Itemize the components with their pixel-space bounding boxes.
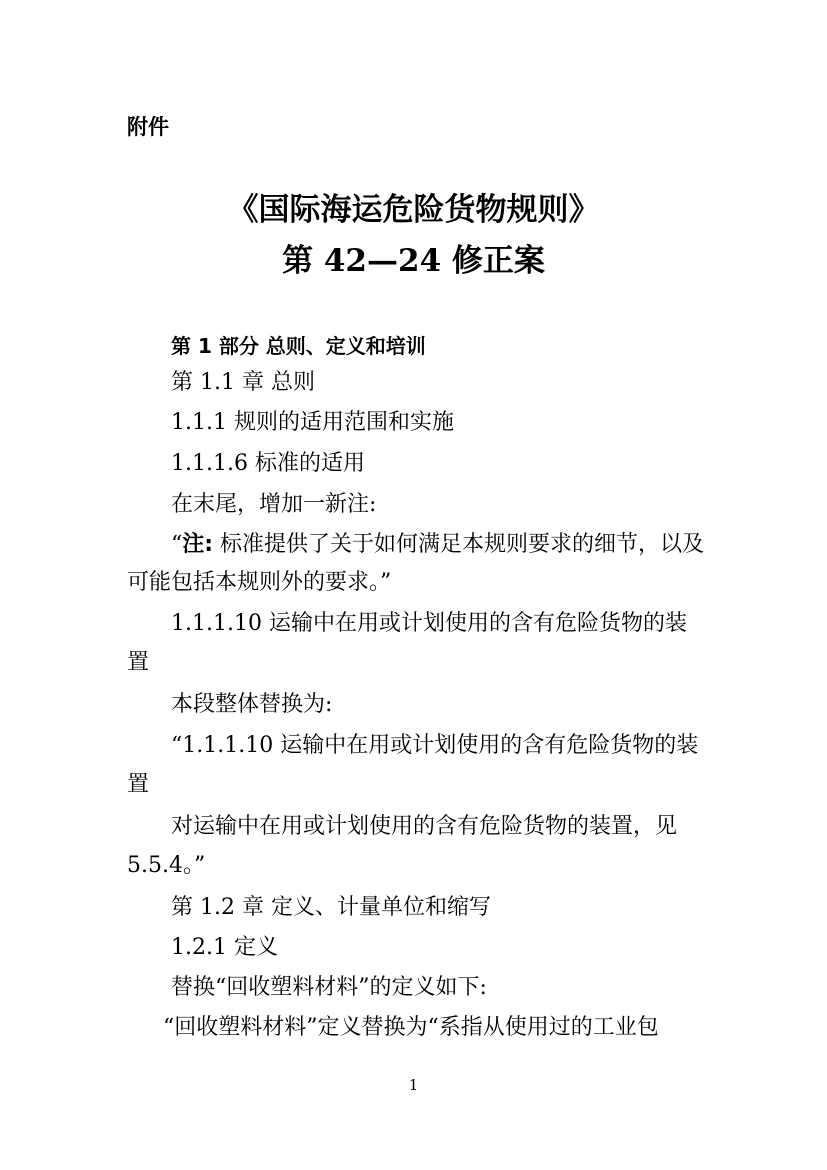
paragraph: 替换“回收塑料材料”的定义如下: <box>171 975 487 1000</box>
paragraph-continuation: 置 <box>127 650 150 675</box>
part-heading: 第 1 部分 总则、定义和培训 <box>171 334 426 358</box>
document-title: 《国际海运危险货物规则》 <box>227 192 600 228</box>
note-paragraph <box>171 530 704 560</box>
paragraph: 本段整体替换为: <box>171 692 333 717</box>
paragraph-continuation: 5.5.4。” <box>127 853 206 878</box>
note-label: 注: <box>182 532 214 557</box>
paragraph-continuation: 可能包括本规则外的要求。” <box>127 570 392 595</box>
paragraph: 对运输中在用或计划使用的含有危险货物的装置，见 <box>171 814 678 839</box>
section-heading: 1.1.1 规则的适用范围和实施 <box>171 410 454 435</box>
paragraph: “回收塑料材料”定义替换为“系指从使用过的工业包 <box>163 1015 659 1040</box>
document-subtitle: 第 42—24 修正案 <box>282 243 545 279</box>
section-heading: 1.2.1 定义 <box>171 935 278 960</box>
chapter-heading: 第 1.2 章 定义、计量单位和缩写 <box>171 895 491 920</box>
paragraph: 在末尾，增加一新注: <box>171 492 377 517</box>
attachment-label: 附件 <box>127 115 169 139</box>
open-quote: “ <box>171 532 183 557</box>
subsection-heading: 1.1.1.6 标准的适用 <box>171 451 365 476</box>
paragraph-continuation: 置 <box>127 772 150 797</box>
chapter-heading: 第 1.1 章 总则 <box>171 370 315 395</box>
note-text: 标准提供了关于如何满足本规则要求的细节，以及 <box>213 532 705 557</box>
page-number: 1 <box>408 1076 419 1094</box>
quoted-heading: “1.1.1.10 运输中在用或计划使用的含有危险货物的装 <box>171 733 699 758</box>
subsection-heading: 1.1.1.10 运输中在用或计划使用的含有危险货物的装 <box>171 611 687 636</box>
